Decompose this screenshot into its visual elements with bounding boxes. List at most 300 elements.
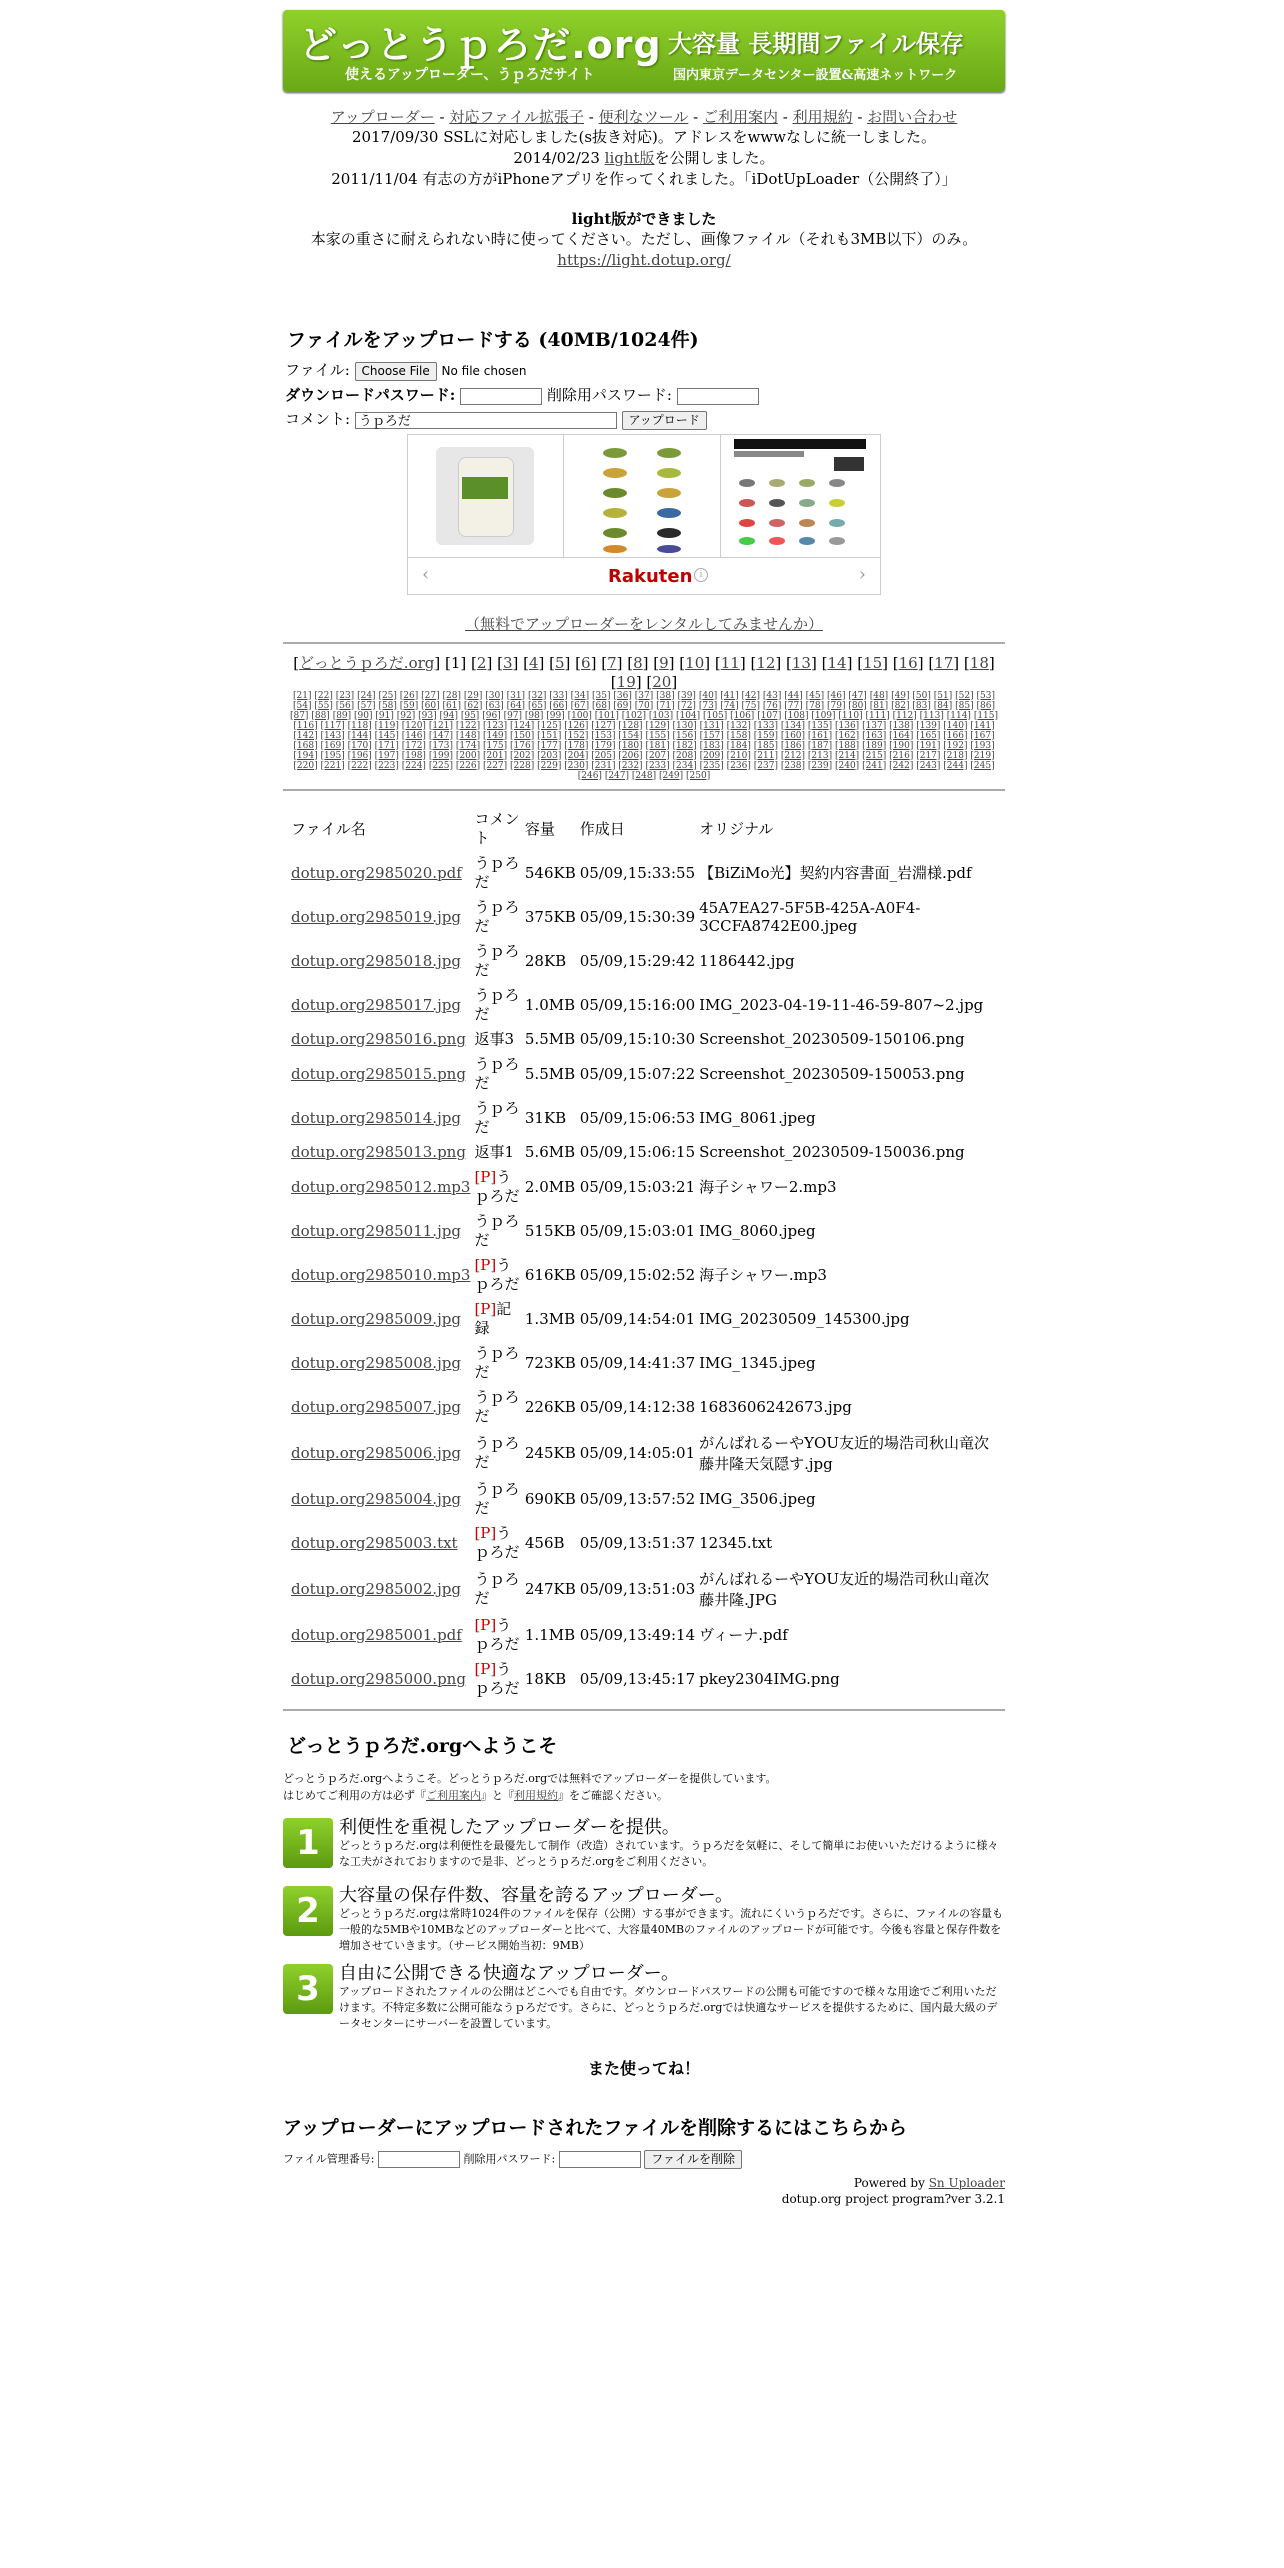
- pager-page[interactable]: [214]: [834, 750, 860, 761]
- pager-page[interactable]: [49]: [891, 690, 910, 701]
- pager-page[interactable]: [64]: [506, 700, 526, 711]
- pager-page[interactable]: [68]: [592, 700, 611, 711]
- pager-page[interactable]: [40]: [698, 690, 718, 701]
- pager-page[interactable]: [73]: [698, 700, 718, 711]
- pager-page[interactable]: [115]: [973, 710, 999, 721]
- pager-page[interactable]: [208]: [672, 750, 697, 761]
- pager-page[interactable]: [55]: [314, 700, 333, 711]
- pager-page[interactable]: [124]: [510, 720, 535, 731]
- pager-page[interactable]: [72]: [677, 700, 696, 711]
- pager-page[interactable]: [89]: [332, 710, 352, 721]
- nav-extensions[interactable]: 対応ファイル拡張子: [449, 108, 585, 126]
- pager-page[interactable]: [154]: [618, 730, 643, 741]
- pager-page[interactable]: [26]: [399, 690, 419, 701]
- pager-page[interactable]: [102]: [621, 710, 646, 721]
- pager-page[interactable]: [98]: [524, 710, 544, 721]
- pager-page[interactable]: [222]: [347, 760, 372, 771]
- pager-page[interactable]: [166]: [943, 730, 968, 741]
- pager-page[interactable]: [220]: [293, 760, 318, 771]
- pager-page[interactable]: 5: [555, 653, 565, 672]
- pager-page[interactable]: 7: [607, 653, 617, 672]
- pager-page[interactable]: [173]: [428, 740, 454, 751]
- delete-file-button[interactable]: ファイルを削除: [644, 2150, 742, 2169]
- file-link[interactable]: dotup.org2985006.jpg: [291, 1443, 461, 1462]
- pager-page[interactable]: [47]: [848, 690, 867, 701]
- pager-page[interactable]: [94]: [439, 710, 458, 721]
- pager-page[interactable]: [201]: [482, 750, 508, 761]
- pager-page[interactable]: [76]: [762, 700, 782, 711]
- pager-page[interactable]: [185]: [753, 740, 778, 751]
- pager-page[interactable]: [90]: [354, 710, 373, 721]
- pager-page[interactable]: [65]: [527, 700, 547, 711]
- pager-page[interactable]: [23]: [335, 690, 355, 701]
- pager-page[interactable]: [211]: [753, 750, 778, 761]
- pager-page[interactable]: [78]: [805, 700, 825, 711]
- pager-page[interactable]: [206]: [618, 750, 643, 761]
- pager-page[interactable]: [228]: [510, 760, 535, 771]
- pager-page[interactable]: [219]: [970, 750, 995, 761]
- pager-page[interactable]: [195]: [320, 750, 345, 761]
- pager-page[interactable]: [108]: [784, 710, 809, 721]
- pager-page[interactable]: [184]: [726, 740, 751, 751]
- pager-page[interactable]: [35]: [592, 690, 611, 701]
- pager-page[interactable]: [133]: [753, 720, 778, 731]
- pager-page[interactable]: [86]: [976, 700, 995, 711]
- file-link[interactable]: dotup.org2985013.png: [291, 1143, 466, 1161]
- pager-page[interactable]: [91]: [375, 710, 394, 721]
- pager-page[interactable]: [189]: [862, 740, 887, 751]
- pager-page[interactable]: [131]: [699, 720, 724, 731]
- pager-page[interactable]: [81]: [869, 700, 889, 711]
- pager-page[interactable]: [30]: [485, 690, 504, 701]
- pager-page[interactable]: [100]: [567, 710, 592, 721]
- pager-page[interactable]: [170]: [347, 740, 372, 751]
- pager-page[interactable]: [172]: [401, 740, 426, 751]
- nav-tools[interactable]: 便利なツール: [598, 108, 689, 126]
- pager-page[interactable]: [191]: [916, 740, 941, 751]
- pager-page[interactable]: [194]: [293, 750, 318, 761]
- file-link[interactable]: dotup.org2985017.jpg: [291, 995, 461, 1014]
- file-link[interactable]: dotup.org2985018.jpg: [291, 951, 461, 970]
- pager-page[interactable]: [168]: [293, 740, 318, 751]
- pager-page[interactable]: [233]: [645, 760, 670, 771]
- pager-page[interactable]: [175]: [482, 740, 508, 751]
- pager-page[interactable]: [141]: [970, 720, 995, 731]
- pager-page[interactable]: [59]: [399, 700, 419, 711]
- pager-page[interactable]: [182]: [672, 740, 697, 751]
- pager-page[interactable]: 19: [616, 672, 636, 691]
- pager-page[interactable]: [122]: [455, 720, 481, 731]
- pager-page[interactable]: [60]: [421, 700, 440, 711]
- pager-page[interactable]: [247]: [604, 770, 630, 781]
- pager-page[interactable]: 3: [502, 653, 513, 672]
- pager-page[interactable]: [143]: [320, 730, 345, 741]
- pager-page[interactable]: [159]: [753, 730, 778, 741]
- pager-page[interactable]: [218]: [943, 750, 968, 761]
- pager-page[interactable]: [200]: [455, 750, 481, 761]
- file-number-input[interactable]: [378, 2151, 460, 2168]
- pager-page[interactable]: [234]: [672, 760, 697, 771]
- pager-page[interactable]: [250]: [686, 770, 711, 781]
- pager-page[interactable]: [123]: [482, 720, 508, 731]
- pager-page[interactable]: [57]: [357, 700, 376, 711]
- site-banner[interactable]: [283, 10, 1005, 92]
- ad-next-icon[interactable]: ›: [858, 563, 866, 585]
- pager-page[interactable]: [134]: [780, 720, 806, 731]
- rent-link[interactable]: （無料でアップローダーをレンタルしてみませんか）: [465, 614, 823, 633]
- pager-page[interactable]: [199]: [428, 750, 454, 761]
- sn-uploader-link[interactable]: Sn Uploader: [928, 2175, 1005, 2190]
- site-logo[interactable]: どっとうｐろだ.org: [299, 23, 662, 67]
- pager-page[interactable]: [88]: [311, 710, 330, 721]
- pager-page[interactable]: [161]: [807, 730, 833, 741]
- pager-page[interactable]: [246]: [577, 770, 602, 781]
- pager-page[interactable]: [39]: [677, 690, 696, 701]
- pager-page[interactable]: [120]: [401, 720, 426, 731]
- pager-page[interactable]: [240]: [834, 760, 860, 771]
- pager-page[interactable]: [249]: [658, 770, 684, 781]
- pager-page[interactable]: [149]: [482, 730, 508, 741]
- pager-page[interactable]: [95]: [460, 710, 480, 721]
- ad-banner[interactable]: [407, 434, 881, 595]
- pager-page[interactable]: 15: [863, 653, 883, 672]
- pager-page[interactable]: [145]: [374, 730, 399, 741]
- pager-page[interactable]: 4: [528, 653, 539, 672]
- download-password-input[interactable]: [460, 388, 542, 405]
- pager-page[interactable]: [117]: [320, 720, 345, 731]
- pager-page[interactable]: [43]: [762, 690, 782, 701]
- file-link[interactable]: dotup.org2985010.mp3: [291, 1265, 471, 1284]
- pager-page[interactable]: [151]: [537, 730, 562, 741]
- pager-page[interactable]: [241]: [862, 760, 887, 771]
- file-link[interactable]: dotup.org2985020.pdf: [291, 863, 462, 882]
- file-link[interactable]: dotup.org2985019.jpg: [291, 907, 461, 926]
- nav-contact[interactable]: お問い合わせ: [867, 108, 958, 126]
- pager-page[interactable]: [127]: [591, 720, 616, 731]
- pager-page[interactable]: [87]: [289, 710, 309, 721]
- pager-page[interactable]: [188]: [834, 740, 860, 751]
- pager-page[interactable]: [126]: [564, 720, 589, 731]
- pager-page[interactable]: [140]: [943, 720, 968, 731]
- pager-page[interactable]: [187]: [807, 740, 833, 751]
- pager-page[interactable]: [106]: [730, 710, 755, 721]
- pager-page[interactable]: [135]: [807, 720, 833, 731]
- pager-page[interactable]: [178]: [564, 740, 589, 751]
- pager-page[interactable]: [162]: [834, 730, 860, 741]
- nav-guide[interactable]: ご利用案内: [702, 108, 778, 126]
- pager-page[interactable]: [229]: [537, 760, 562, 771]
- pager-page[interactable]: [129]: [645, 720, 670, 731]
- pager-page[interactable]: [130]: [672, 720, 697, 731]
- pager-page[interactable]: [25]: [378, 690, 397, 701]
- pager-page[interactable]: [224]: [401, 760, 426, 771]
- pager-page[interactable]: [235]: [699, 760, 724, 771]
- file-link[interactable]: dotup.org2985008.jpg: [291, 1353, 461, 1372]
- pager-page[interactable]: [198]: [401, 750, 426, 761]
- pager-page[interactable]: [215]: [862, 750, 887, 761]
- pager-page[interactable]: [83]: [912, 700, 931, 711]
- file-link[interactable]: dotup.org2985012.mp3: [291, 1177, 471, 1196]
- pager-page[interactable]: [156]: [672, 730, 697, 741]
- pager-page[interactable]: [137]: [862, 720, 887, 731]
- rakuten-logo[interactable]: Rakuten: [608, 565, 693, 587]
- pager-page[interactable]: [99]: [546, 710, 565, 721]
- pager-page[interactable]: [192]: [943, 740, 968, 751]
- pager-page[interactable]: [69]: [613, 700, 632, 711]
- pager-page[interactable]: [116]: [293, 720, 318, 731]
- pager-page[interactable]: [77]: [784, 700, 803, 711]
- pager-page[interactable]: [248]: [631, 770, 657, 781]
- pager-page[interactable]: 16: [898, 653, 918, 672]
- pager-page[interactable]: [210]: [726, 750, 751, 761]
- pager-page[interactable]: [92]: [396, 710, 416, 721]
- pager-page[interactable]: [112]: [892, 710, 917, 721]
- ad-prev-icon[interactable]: ‹: [422, 563, 430, 585]
- pager-page[interactable]: [61]: [442, 700, 461, 711]
- pager-page[interactable]: [236]: [726, 760, 751, 771]
- pager-page[interactable]: [74]: [720, 700, 739, 711]
- pager-page[interactable]: [138]: [889, 720, 914, 731]
- pager-page[interactable]: [232]: [618, 760, 643, 771]
- pager-page[interactable]: [160]: [780, 730, 806, 741]
- pager-page[interactable]: [186]: [780, 740, 806, 751]
- pager-page[interactable]: [80]: [848, 700, 867, 711]
- pager-page[interactable]: [242]: [889, 760, 914, 771]
- pager-page[interactable]: 18: [969, 653, 989, 672]
- file-link[interactable]: dotup.org2985000.png: [291, 1669, 466, 1688]
- pager-page[interactable]: [48]: [869, 690, 889, 701]
- pager-page[interactable]: [132]: [726, 720, 751, 731]
- pager-page[interactable]: [238]: [780, 760, 806, 771]
- pager-page[interactable]: [147]: [428, 730, 454, 741]
- pager-page[interactable]: [46]: [826, 690, 846, 701]
- pager-page[interactable]: [136]: [834, 720, 860, 731]
- pager-page[interactable]: [75]: [741, 700, 761, 711]
- terms-link[interactable]: 利用規約: [514, 1788, 558, 1802]
- pager-page[interactable]: [28]: [442, 690, 461, 701]
- ad-product-3[interactable]: [722, 435, 877, 557]
- pager-page[interactable]: [239]: [807, 760, 833, 771]
- pager-page[interactable]: [142]: [293, 730, 318, 741]
- nav-uploader[interactable]: アップローダー: [330, 108, 435, 126]
- pager-page[interactable]: [244]: [943, 760, 968, 771]
- pager-page[interactable]: [82]: [891, 700, 910, 711]
- pager-page[interactable]: [22]: [314, 690, 333, 701]
- pager-page[interactable]: [36]: [613, 690, 632, 701]
- pager-page[interactable]: [114]: [946, 710, 971, 721]
- pager-page[interactable]: [226]: [455, 760, 481, 771]
- choose-file-button[interactable]: Choose File: [355, 362, 437, 381]
- pager-page[interactable]: [27]: [421, 690, 440, 701]
- pager-page[interactable]: 13: [791, 653, 811, 672]
- pager-page[interactable]: 12: [756, 653, 776, 672]
- pager-page[interactable]: [50]: [912, 690, 931, 701]
- file-link[interactable]: dotup.org2985003.txt: [291, 1533, 458, 1552]
- pager-page[interactable]: [79]: [826, 700, 846, 711]
- pager-page[interactable]: 14: [827, 653, 847, 672]
- nav-terms[interactable]: 利用規約: [792, 108, 853, 126]
- pager-page[interactable]: [111]: [865, 710, 890, 721]
- ad-product-1[interactable]: [408, 435, 564, 557]
- pager-page[interactable]: [217]: [916, 750, 941, 761]
- pager-page[interactable]: 2: [476, 653, 487, 672]
- pager-page[interactable]: [243]: [916, 760, 941, 771]
- guide-link[interactable]: ご利用案内: [426, 1788, 481, 1802]
- file-link[interactable]: dotup.org2985004.jpg: [291, 1489, 461, 1508]
- pager-page[interactable]: [152]: [564, 730, 589, 741]
- pager-page[interactable]: [109]: [811, 710, 836, 721]
- delete-password-input[interactable]: [677, 388, 759, 405]
- pager-page[interactable]: [66]: [549, 700, 568, 711]
- ad-product-2[interactable]: [565, 435, 721, 557]
- pager-page[interactable]: 20: [652, 672, 672, 691]
- file-link[interactable]: dotup.org2985011.jpg: [291, 1221, 461, 1240]
- pager-page[interactable]: [213]: [807, 750, 833, 761]
- pager-page[interactable]: 8: [633, 653, 643, 672]
- file-link[interactable]: dotup.org2985009.jpg: [291, 1309, 461, 1328]
- pager-page[interactable]: [38]: [656, 690, 675, 701]
- pager-page[interactable]: [53]: [976, 690, 995, 701]
- pager-page[interactable]: [58]: [378, 700, 397, 711]
- comment-input[interactable]: うｐろだ: [355, 412, 617, 429]
- pager-page[interactable]: [85]: [955, 700, 974, 711]
- pager-page[interactable]: [41]: [720, 690, 739, 701]
- pager-page[interactable]: [21]: [293, 690, 312, 701]
- pager-page[interactable]: [54]: [293, 700, 312, 711]
- pager-page[interactable]: [164]: [889, 730, 914, 741]
- pager-page[interactable]: [171]: [374, 740, 399, 751]
- file-link[interactable]: dotup.org2985016.png: [291, 1030, 466, 1048]
- pager-page[interactable]: [230]: [564, 760, 589, 771]
- pager-page[interactable]: [119]: [374, 720, 399, 731]
- pager-page[interactable]: [29]: [463, 690, 483, 701]
- pager-page[interactable]: [202]: [510, 750, 535, 761]
- pager-page[interactable]: [231]: [591, 760, 616, 771]
- pager-page[interactable]: [67]: [570, 700, 590, 711]
- pager-page[interactable]: [245]: [970, 760, 995, 771]
- pager-page[interactable]: [183]: [699, 740, 724, 751]
- pager-page[interactable]: [190]: [889, 740, 914, 751]
- delete-password-field[interactable]: [559, 2151, 641, 2168]
- pager-page[interactable]: [51]: [933, 690, 953, 701]
- pager-page[interactable]: [70]: [634, 700, 654, 711]
- pager-page[interactable]: 6: [581, 653, 591, 672]
- file-link[interactable]: dotup.org2985007.jpg: [291, 1397, 461, 1416]
- pager-page[interactable]: [146]: [401, 730, 426, 741]
- pager-page[interactable]: [176]: [510, 740, 535, 751]
- pager-page[interactable]: [128]: [618, 720, 643, 731]
- pager-page[interactable]: [71]: [656, 700, 675, 711]
- pager-page[interactable]: [139]: [916, 720, 941, 731]
- pager-page[interactable]: [203]: [537, 750, 562, 761]
- pager-page[interactable]: [101]: [594, 710, 619, 721]
- pager-page[interactable]: [44]: [784, 690, 803, 701]
- pager-page[interactable]: [221]: [320, 760, 345, 771]
- pager-page[interactable]: [33]: [549, 690, 568, 701]
- pager-page[interactable]: [34]: [570, 690, 590, 701]
- file-link[interactable]: dotup.org2985014.jpg: [291, 1108, 461, 1127]
- pager-page[interactable]: [113]: [919, 710, 944, 721]
- file-link[interactable]: dotup.org2985015.png: [291, 1064, 466, 1083]
- pager-page[interactable]: [84]: [933, 700, 953, 711]
- light-link[interactable]: light版: [604, 149, 655, 167]
- pager-page[interactable]: [237]: [753, 760, 778, 771]
- pager-page[interactable]: [24]: [357, 690, 376, 701]
- pager-page[interactable]: [196]: [347, 750, 372, 761]
- pager-page[interactable]: [174]: [455, 740, 481, 751]
- pager-page[interactable]: [42]: [741, 690, 761, 701]
- pager-page[interactable]: 11: [720, 653, 740, 672]
- pager-page[interactable]: [157]: [699, 730, 724, 741]
- pager-page[interactable]: [179]: [591, 740, 616, 751]
- pager-page[interactable]: [96]: [482, 710, 501, 721]
- pager-page[interactable]: [193]: [970, 740, 995, 751]
- pager-page[interactable]: [107]: [757, 710, 782, 721]
- pager-page[interactable]: [104]: [675, 710, 701, 721]
- pager-page[interactable]: [125]: [537, 720, 562, 731]
- pager-page[interactable]: [216]: [889, 750, 914, 761]
- pager-page[interactable]: [163]: [862, 730, 887, 741]
- light-url[interactable]: https://light.dotup.org/: [557, 251, 731, 269]
- pager-page[interactable]: [181]: [645, 740, 670, 751]
- pager-page[interactable]: [180]: [618, 740, 643, 751]
- pager-page[interactable]: [62]: [463, 700, 483, 711]
- pager-page[interactable]: [153]: [591, 730, 616, 741]
- pager-page[interactable]: [37]: [634, 690, 654, 701]
- file-link[interactable]: dotup.org2985002.jpg: [291, 1579, 461, 1598]
- pager-page[interactable]: [169]: [320, 740, 345, 751]
- pager-page[interactable]: [52]: [955, 690, 974, 701]
- pager-page[interactable]: 17: [934, 653, 954, 672]
- pager-page[interactable]: [144]: [347, 730, 372, 741]
- pager-page[interactable]: [63]: [485, 700, 504, 711]
- pager-page[interactable]: [121]: [428, 720, 454, 731]
- pager-page[interactable]: [93]: [418, 710, 437, 721]
- pager-page[interactable]: [227]: [482, 760, 508, 771]
- pager-page[interactable]: [31]: [506, 690, 526, 701]
- pager-page[interactable]: [225]: [428, 760, 454, 771]
- pager-page[interactable]: [212]: [780, 750, 806, 761]
- pager-page[interactable]: [56]: [335, 700, 355, 711]
- pager-page[interactable]: [97]: [503, 710, 523, 721]
- pager-page[interactable]: [103]: [648, 710, 674, 721]
- pager-page[interactable]: [167]: [970, 730, 995, 741]
- pager-home[interactable]: どっとうｐろだ.org: [299, 653, 435, 672]
- file-link[interactable]: dotup.org2985001.pdf: [291, 1625, 462, 1644]
- pager-page[interactable]: [205]: [591, 750, 616, 761]
- pager-page[interactable]: 9: [659, 653, 669, 672]
- pager-page[interactable]: [110]: [838, 710, 863, 721]
- pager-page[interactable]: [155]: [645, 730, 670, 741]
- pager-page[interactable]: [32]: [527, 690, 547, 701]
- pager-page[interactable]: [148]: [455, 730, 481, 741]
- pager-page[interactable]: [105]: [703, 710, 728, 721]
- pager-page[interactable]: [207]: [645, 750, 670, 761]
- pager-page[interactable]: [150]: [510, 730, 535, 741]
- pager-page[interactable]: [204]: [564, 750, 589, 761]
- pager-page[interactable]: [209]: [699, 750, 724, 761]
- pager-page[interactable]: [165]: [916, 730, 941, 741]
- pager-page[interactable]: [45]: [805, 690, 825, 701]
- pager-page[interactable]: [197]: [374, 750, 399, 761]
- pager-page[interactable]: [118]: [347, 720, 372, 731]
- upload-button[interactable]: アップロード: [622, 411, 707, 430]
- info-icon[interactable]: i: [694, 568, 708, 582]
- pager-page[interactable]: [177]: [537, 740, 562, 751]
- pager-page[interactable]: [158]: [726, 730, 751, 741]
- pager-page[interactable]: 10: [685, 653, 705, 672]
- pager-page[interactable]: [223]: [374, 760, 399, 771]
